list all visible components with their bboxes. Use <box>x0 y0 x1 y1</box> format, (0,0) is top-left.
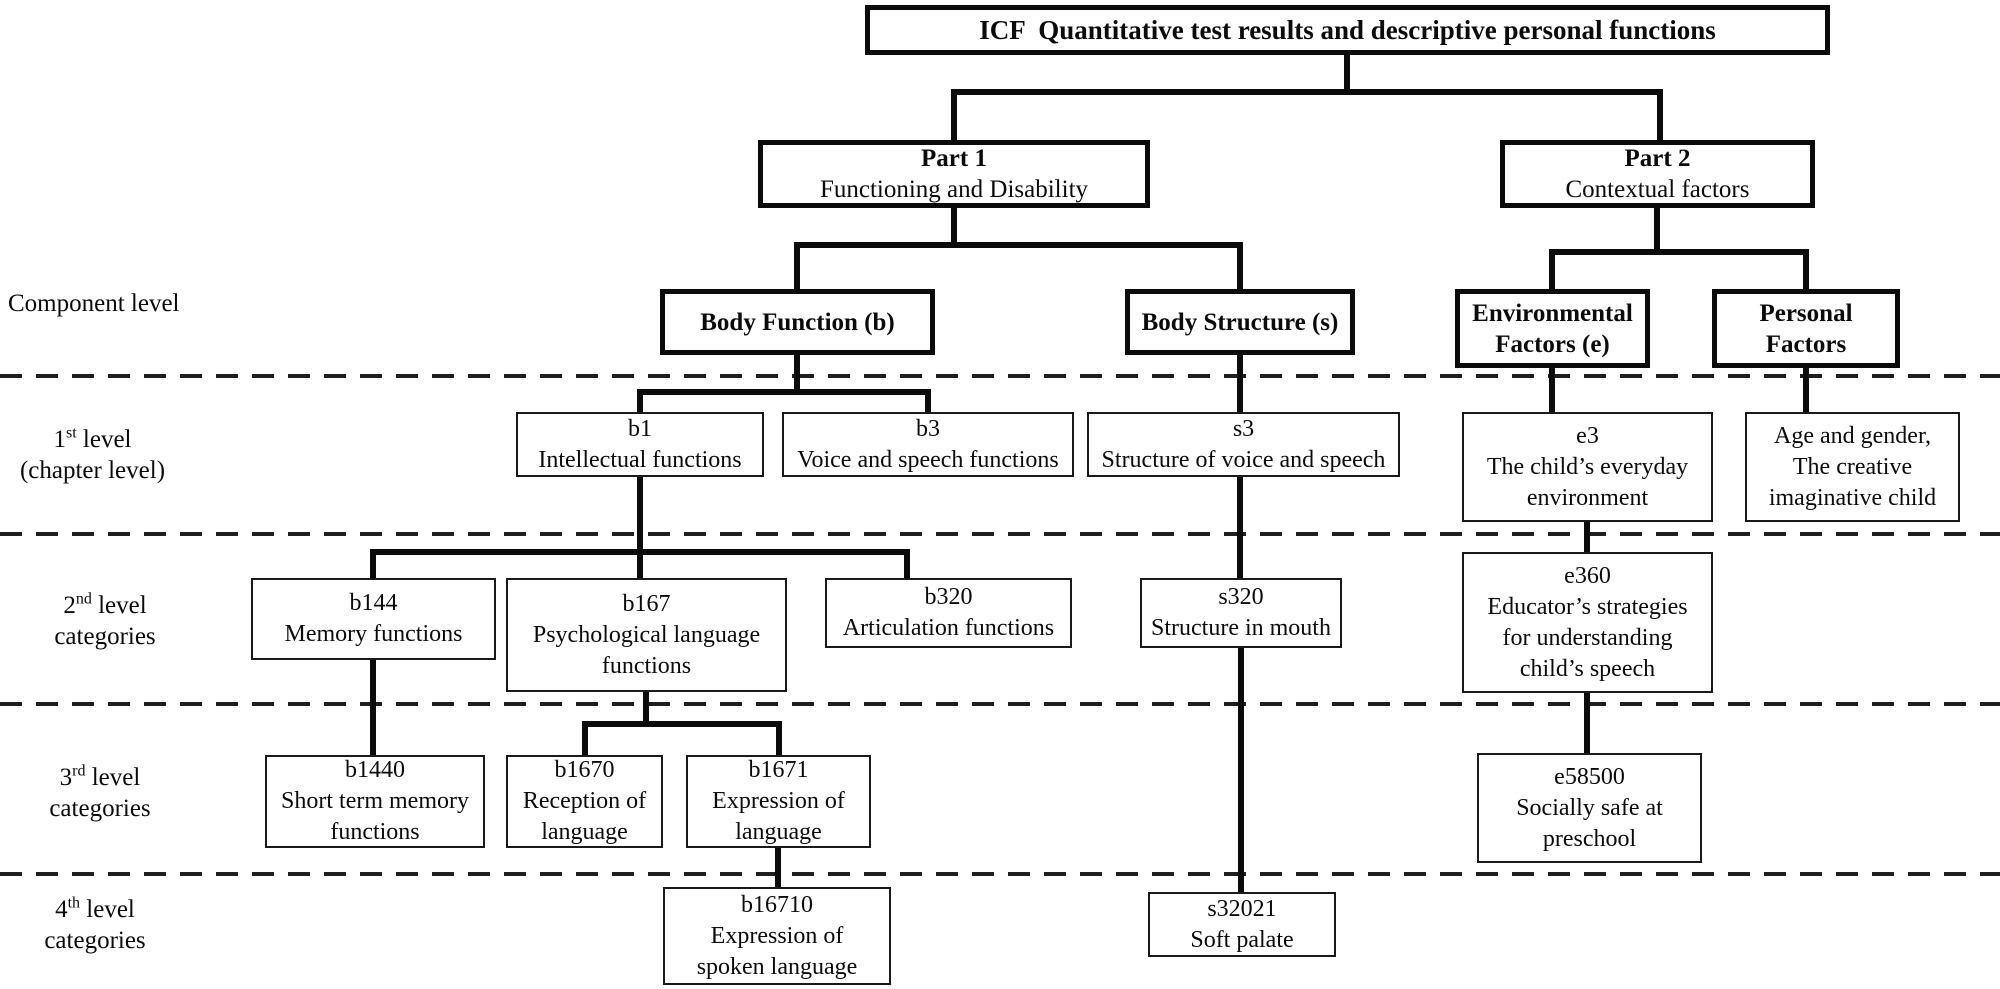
node-e58500: e58500 Socially safe at preschool <box>1477 753 1702 863</box>
connector-v-e3-e360 <box>1584 522 1590 552</box>
node-e360: e360 Educator’s strategies for understanding child’s speech <box>1462 552 1713 693</box>
node-b1440: b1440 Short term memory functions <box>265 755 485 848</box>
row-label-component-level <box>8 288 228 319</box>
row-label-level4-line2: categories <box>44 927 146 954</box>
connector-h-part1-children <box>794 242 1243 248</box>
row-label-level4-line1: 4th level <box>55 894 135 923</box>
connector-v-e360-e58500 <box>1584 693 1590 753</box>
row-label-level3 <box>25 762 175 824</box>
node-b320: b320 Articulation functions <box>825 578 1072 648</box>
connector-v-ef-e3 <box>1549 368 1555 412</box>
node-b1670: b1670 Reception of language <box>506 755 663 848</box>
connector-h-b1-children <box>370 549 910 555</box>
figure-title: ICF Quantitative test results and descriptive personal functions <box>865 5 1830 55</box>
connector-v-bs-s3 <box>1237 355 1243 412</box>
connector-h-bf-children <box>637 389 931 395</box>
node-s3: s3 Structure of voice and speech <box>1087 412 1400 477</box>
row-label-level4 <box>20 894 170 956</box>
connector-h-part2-children <box>1549 249 1809 255</box>
node-b1: b1 Intellectual functions <box>516 412 764 477</box>
connector-v-b1 <box>637 389 643 412</box>
connector-v-b144-b1440 <box>370 660 376 755</box>
node-part1: Part 1 Functioning and Disability <box>758 140 1150 208</box>
row-label-component-text: Component level <box>8 290 180 317</box>
node-body-function: Body Function (b) <box>660 289 935 355</box>
row-label-level3-line1: 3rd level <box>59 762 141 791</box>
row-label-level1-line2: (chapter level) <box>19 457 166 484</box>
connector-v-personal-factors <box>1803 249 1809 289</box>
row-label-level3-line2: categories <box>49 795 151 822</box>
connector-v-b144 <box>370 549 376 578</box>
connector-v-part2-down <box>1654 208 1660 255</box>
dashed-separator-1 <box>0 374 2000 378</box>
connector-v-b1671-b16710 <box>775 848 781 887</box>
connector-h-title-parts <box>951 89 1663 95</box>
node-b3: b3 Voice and speech functions <box>782 412 1074 477</box>
node-b167: b167 Psychological language functions <box>506 578 787 692</box>
connector-v-body-function <box>794 242 800 289</box>
node-part2: Part 2 Contextual factors <box>1500 140 1815 208</box>
row-label-level2 <box>30 590 180 652</box>
node-s320: s320 Structure in mouth <box>1140 578 1342 648</box>
node-s32021: s32021 Soft palate <box>1148 892 1336 957</box>
node-personal-factors: Personal Factors <box>1712 289 1900 368</box>
connector-v-b1-b167 <box>637 477 643 578</box>
connector-h-b167-children <box>582 721 782 727</box>
node-b16710: b16710 Expression of spoken language <box>663 887 891 985</box>
node-environmental-factors: Environmental Factors (e) <box>1455 289 1650 368</box>
connector-v-env-factors <box>1549 249 1555 289</box>
node-e3: e3 The child’s everyday environment <box>1462 412 1713 522</box>
dashed-separator-2 <box>0 532 2000 536</box>
connector-v-part2 <box>1657 89 1663 140</box>
connector-v-part1 <box>951 89 957 140</box>
connector-v-b3 <box>925 389 931 412</box>
dashed-separator-3 <box>0 702 2000 706</box>
node-b1671: b1671 Expression of language <box>686 755 871 848</box>
connector-v-s3-s320 <box>1237 477 1243 578</box>
connector-v-b320 <box>904 549 910 578</box>
row-label-level1-line1: 1st level <box>53 424 132 453</box>
node-body-structure: Body Structure (s) <box>1125 289 1355 355</box>
connector-v-b1671 <box>776 721 782 755</box>
connector-v-body-structure <box>1237 242 1243 289</box>
connector-v-pf-age <box>1803 368 1809 412</box>
connector-v-b1670 <box>582 721 588 755</box>
node-age-gender: Age and gender, The creative imaginative child <box>1745 412 1960 522</box>
row-label-level2-line1: 2nd level <box>63 590 147 619</box>
dashed-separator-4 <box>0 872 2000 876</box>
connector-v-s320-s32021 <box>1238 648 1244 892</box>
row-label-level1 <box>15 424 170 486</box>
node-b144: b144 Memory functions <box>251 578 496 660</box>
row-label-level2-line2: categories <box>54 623 156 650</box>
